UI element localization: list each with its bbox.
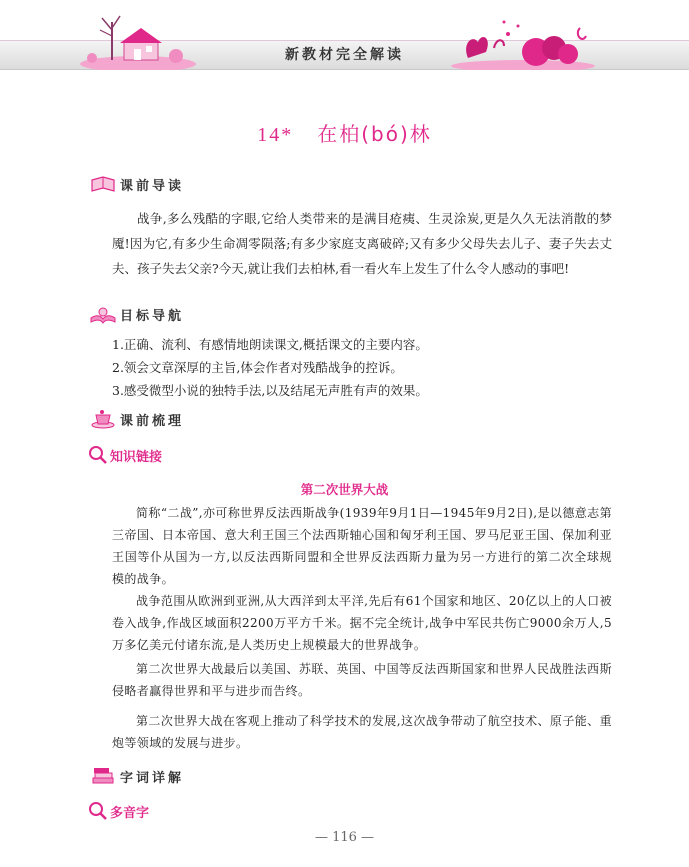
intro-paragraph: 战争,多么残酷的字眼,它给人类带来的是满目疮痍、生灵涂炭,更是久久无法消散的梦魇!因为它,有多少生命凋零陨落;有多少家庭支离破碎;又有多少父母失去儿子、妻子失去丈夫、孩子失去父亲?今天,就让我们去柏林,看一看火车上发生了什么令人感动的事吧! bbox=[112, 211, 612, 276]
book-title: 新教材完全解读 bbox=[285, 47, 404, 63]
knowledge-link-heading bbox=[88, 445, 162, 465]
goal-item: 2.领会文章深厚的主旨,体会作者对残酷战争的控诉。 bbox=[112, 360, 403, 375]
knowledge-paragraph: 第二次世界大战在客观上推动了科学技术的发展,这次战争带动了航空技术、原子能、重炮等领域的发展与进步。 bbox=[112, 714, 612, 750]
knowledge-title: 第二次世界大战 bbox=[300, 482, 389, 497]
polyphone-label: 多音字 bbox=[110, 805, 150, 821]
section-goals-heading bbox=[90, 303, 184, 325]
section-review-heading bbox=[90, 408, 184, 430]
lesson-number: 14* bbox=[257, 124, 294, 146]
section-words-heading bbox=[90, 765, 184, 787]
books-stack-icon bbox=[90, 766, 116, 786]
teacup-icon bbox=[90, 409, 116, 429]
knowledge-paragraph: 简称“二战”,亦可称世界反法西斯战争(1939年9月1日—1945年9月2日),是以德意志第三帝国、日本帝国、意大利王国三个法西斯轴心国和匈牙利王国、罗马尼亚王国、保加利亚王国等仆从国为一方,以反法西斯同盟和全世界反法西斯力量为另一方进行的第二次全球规模的战争。 bbox=[112, 506, 612, 586]
book-icon bbox=[90, 174, 116, 194]
goals-list bbox=[112, 333, 612, 402]
section-words-label: 字词详解 bbox=[120, 770, 185, 786]
goal-item: 3.感受微型小说的独特手法,以及结尾无声胜有声的效果。 bbox=[112, 383, 428, 398]
knowledge-paragraph: 第二次世界大战最后以美国、苏联、英国、中国等反法西斯国家和世界人民战胜法西斯侵略者赢得世界和平与进步而告终。 bbox=[112, 662, 612, 698]
knowledge-paragraph: 战争范围从欧洲到亚洲,从大西洋到太平洋,先后有61个国家和地区、20亿以上的人口被卷入战争,作战区域面积2200万平方千米。据不完全统计,战争中军民共伤亡9000余万人,5万多亿美元付诸东流,是人类历史上规模最大的世界战争。 bbox=[112, 594, 612, 652]
goal-item: 1.正确、流利、有感情地朗读课文,概括课文的主要内容。 bbox=[112, 337, 428, 352]
flower-clouds-illustration-icon bbox=[448, 8, 598, 70]
lesson-title bbox=[0, 118, 689, 147]
magnifier-icon bbox=[88, 801, 108, 821]
polyphone-heading bbox=[88, 801, 149, 821]
page-number: — 116 — bbox=[314, 830, 375, 845]
section-goals-label: 目标导航 bbox=[120, 308, 185, 324]
magnifier-icon bbox=[88, 445, 108, 465]
open-book-icon bbox=[90, 304, 116, 324]
knowledge-link-label: 知识链接 bbox=[110, 449, 163, 465]
section-intro-label: 课前导读 bbox=[120, 178, 185, 194]
section-intro-heading bbox=[90, 173, 184, 195]
section-review-label: 课前梳理 bbox=[120, 413, 185, 429]
lesson-name: 在柏(bó)林 bbox=[317, 122, 432, 146]
page-header bbox=[0, 0, 689, 80]
